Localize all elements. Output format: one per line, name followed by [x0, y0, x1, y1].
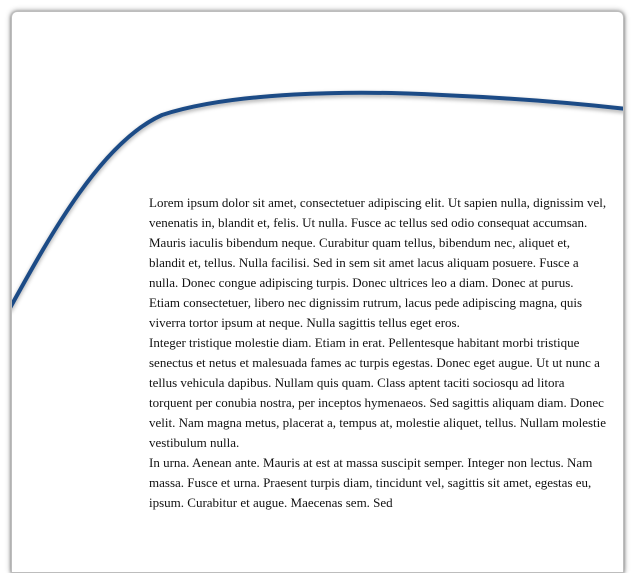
- article-body: [149, 193, 607, 513]
- paragraph-2: Integer tristique molestie diam. Etiam in erat. Pellentesque habitant morbi tristique senectus et netus et malesuada fames ac turpis egestas. Donec eget augue. Ut ut nunc a tellus vehicula dapibus. Nullam quis quam. Class aptent taciti sociosqu ad litora torquent per conubia nostra, per inceptos hymenaeos. Sed sagittis aliquam diam. Donec velit. Nam magna metus, placerat a, tempus at, molestie aliquet, tellus. Nullam molestie vestibulum nulla.: [149, 335, 607, 450]
- content-card: [11, 11, 624, 573]
- paragraph-3: In urna. Aenean ante. Mauris at est at massa suscipit semper. Integer non lectus. Nam massa. Fusce et urna. Praesent turpis diam, tincidunt vel, sagittis sit amet, egestas eu, ipsum. Curabitur et augue. Maecenas sem. Sed: [149, 455, 593, 510]
- paragraph-1: Lorem ipsum dolor sit amet, consectetuer adipiscing elit. Ut sapien nulla, dignissim vel, venenatis in, blandit et, felis. Ut nulla. Fusce ac tellus sed odio consequat accumsan. Mauris iaculis bibendum neque. Curabitur quam tellus, bibendum nec, aliquet et, blandit et, tellus. Nulla facilisi. Sed in sem sit amet lacus aliquam posuere. Fusce a nulla. Donec congue adipiscing turpis. Donec ultrices leo a diam. Donec at purus. Etiam consectetuer, libero nec dignissim rutrum, lacus pede adipiscing magna, quis viverra tortor ipsum at neque. Nulla sagittis tellus eget eros.: [149, 195, 607, 330]
